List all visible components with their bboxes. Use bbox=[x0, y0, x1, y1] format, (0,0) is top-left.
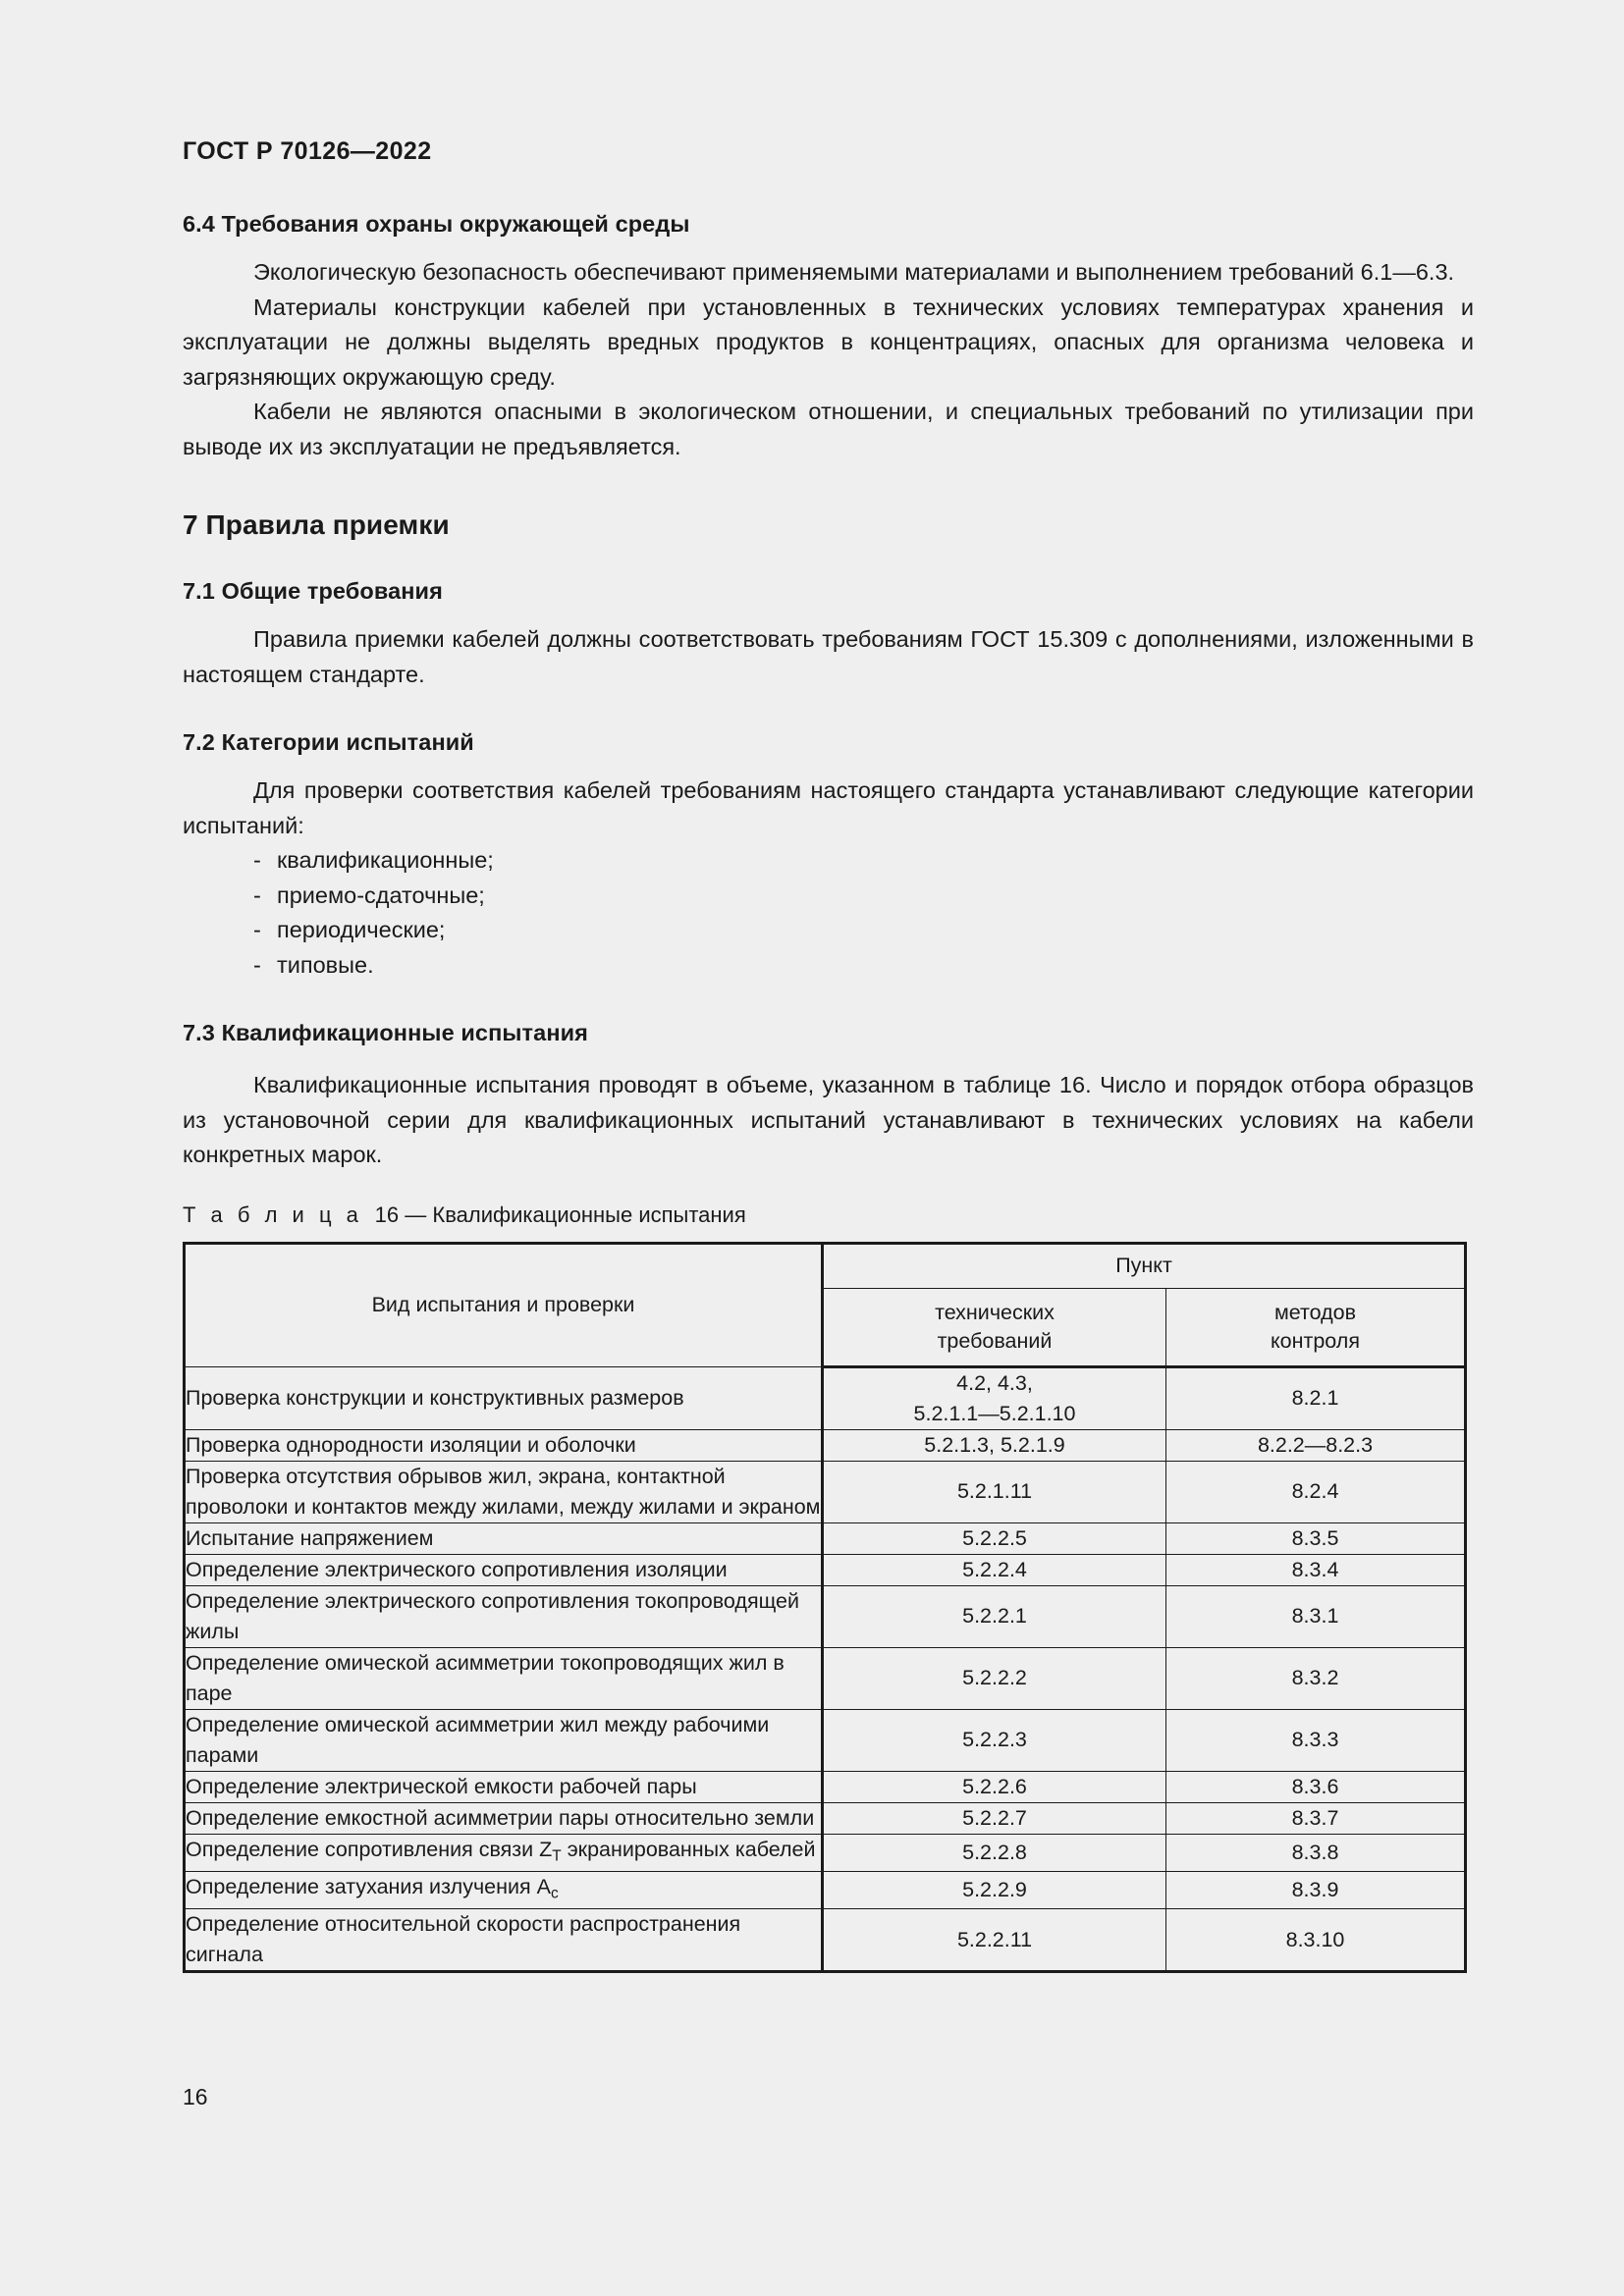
heading-6-4: 6.4 Требования охраны окружающей среды bbox=[183, 211, 690, 237]
dash-marker: - bbox=[253, 917, 261, 942]
test-name-prefix: Определение затухания излучения A bbox=[186, 1874, 551, 1898]
cell-tech-requirement: 5.2.2.11 bbox=[823, 1909, 1166, 1972]
test-categories-list bbox=[183, 843, 1474, 983]
table-row bbox=[185, 1802, 1466, 1834]
cell-tech-requirement: 5.2.2.7 bbox=[823, 1802, 1166, 1834]
method-line-2: контроля bbox=[1271, 1328, 1360, 1353]
table-caption-title: Квалификационные испытания bbox=[432, 1201, 746, 1227]
dash-marker: - bbox=[253, 881, 261, 908]
table-row bbox=[185, 1647, 1466, 1709]
cell-test-name: Определение электрического сопротивления изоляции bbox=[185, 1554, 823, 1585]
cell-control-method: 8.3.2 bbox=[1166, 1647, 1466, 1709]
cell-test-name: Определение омической асимметрии жил между рабочими парами bbox=[185, 1709, 823, 1771]
table-caption-number: 16 bbox=[374, 1201, 400, 1227]
list-item-label: типовые. bbox=[277, 951, 374, 978]
list-item-label: приемо-сдаточные; bbox=[277, 881, 485, 908]
table-row bbox=[185, 1771, 1466, 1802]
test-name-prefix: Определение сопротивления связи Z bbox=[186, 1837, 553, 1861]
table-caption bbox=[183, 1202, 1474, 1228]
heading-7: 7 Правила приемки bbox=[183, 509, 450, 540]
cell-control-method: 8.3.9 bbox=[1166, 1871, 1466, 1908]
cell-control-method: 8.2.2—8.2.3 bbox=[1166, 1429, 1466, 1461]
cell-test-name: Определение относительной скорости распространения сигнала bbox=[185, 1909, 823, 1972]
table-caption-dash: — bbox=[405, 1201, 427, 1227]
heading-7-1: 7.1 Общие требования bbox=[183, 578, 443, 604]
table-header-row-1 bbox=[185, 1243, 1466, 1288]
heading-7-3: 7.3 Квалификационные испытания bbox=[183, 1020, 588, 1045]
cell-control-method: 8.3.10 bbox=[1166, 1909, 1466, 1972]
cell-control-method: 8.3.3 bbox=[1166, 1709, 1466, 1771]
method-line-1: методов bbox=[1273, 1300, 1357, 1324]
column-header-tech-requirements bbox=[823, 1288, 1166, 1366]
cell-control-method: 8.3.8 bbox=[1166, 1834, 1466, 1871]
cell-test-name: Определение омической асимметрии токопроводящих жил в паре bbox=[185, 1647, 823, 1709]
table-row bbox=[185, 1429, 1466, 1461]
paragraph-6-4-2: Материалы конструкции кабелей при установленных в технических условиях температурах хранения и эксплуатации не должны выделять вредных продуктов в концентрациях, опасных для организма человека и загрязняющих окружающую среду. bbox=[183, 294, 1474, 390]
column-header-kind: Вид испытания и проверки bbox=[185, 1243, 823, 1366]
cell-tech-requirement: 5.2.2.1 bbox=[823, 1585, 1166, 1647]
cell-control-method: 8.3.5 bbox=[1166, 1522, 1466, 1554]
cell-test-name: Испытание напряжением bbox=[185, 1522, 823, 1554]
cell-test-name: Проверка конструкции и конструктивных размеров bbox=[185, 1366, 823, 1429]
list-item bbox=[183, 879, 1474, 914]
heading-7-2: 7.2 Категории испытаний bbox=[183, 729, 474, 755]
document-body bbox=[183, 211, 1474, 1973]
table-row bbox=[185, 1871, 1466, 1908]
list-item bbox=[183, 948, 1474, 984]
column-header-punkt: Пункт bbox=[823, 1243, 1466, 1288]
tech-line-2: требований bbox=[937, 1328, 1053, 1353]
cell-tech-requirement: 5.2.2.3 bbox=[823, 1709, 1166, 1771]
cell-control-method: 8.3.6 bbox=[1166, 1771, 1466, 1802]
test-name-suffix: экранированных кабелей bbox=[561, 1837, 816, 1861]
test-name-subscript: T bbox=[552, 1846, 562, 1864]
cell-tech-requirement: 5.2.2.8 bbox=[823, 1834, 1166, 1871]
paragraph-6-4-3: Кабели не являются опасными в экологическом отношении, и специальных требований по утилизации при выводе их из эксплуатации не предъявляется. bbox=[183, 399, 1474, 459]
cell-test-name: Определение электрической емкости рабочей пары bbox=[185, 1771, 823, 1802]
cell-test-name: Определение электрического сопротивления токопроводящей жилы bbox=[185, 1585, 823, 1647]
paragraph-7-1-1: Правила приемки кабелей должны соответствовать требованиям ГОСТ 15.309 с дополнениями, изложенными в настоящем стандарте. bbox=[183, 626, 1474, 687]
table-row bbox=[185, 1709, 1466, 1771]
table-head bbox=[185, 1243, 1466, 1366]
cell-tech-requirement: 5.2.1.11 bbox=[823, 1461, 1166, 1522]
dash-marker: - bbox=[253, 951, 261, 978]
running-header: ГОСТ Р 70126—2022 bbox=[183, 137, 432, 165]
list-item bbox=[183, 843, 1474, 879]
cell-test-name: Проверка однородности изоляции и оболочки bbox=[185, 1429, 823, 1461]
cell-test-name bbox=[185, 1834, 823, 1871]
cell-tech-requirement: 5.2.2.4 bbox=[823, 1554, 1166, 1585]
cell-test-name bbox=[185, 1871, 823, 1908]
paragraph-6-4-1: Экологическую безопасность обеспечивают применяемыми материалами и выполнением требований 6.1—6.3. bbox=[253, 259, 1455, 285]
cell-control-method: 8.2.4 bbox=[1166, 1461, 1466, 1522]
table-row bbox=[185, 1461, 1466, 1522]
paragraph-7-3-1: Квалификационные испытания проводят в объеме, указанном в таблице 16. Число и порядок отбора образцов из установочной серии для квалификационных испытаний устанавливают в технических условиях на кабели конкретных марок. bbox=[183, 1072, 1474, 1167]
table-row bbox=[185, 1522, 1466, 1554]
cell-control-method: 8.2.1 bbox=[1166, 1366, 1466, 1429]
cell-tech-requirement: 5.2.2.5 bbox=[823, 1522, 1166, 1554]
table-row bbox=[185, 1554, 1466, 1585]
cell-tech-requirement: 5.2.1.3, 5.2.1.9 bbox=[823, 1429, 1166, 1461]
cell-control-method: 8.3.7 bbox=[1166, 1802, 1466, 1834]
table-row bbox=[185, 1909, 1466, 1972]
cell-tech-requirement: 5.2.2.6 bbox=[823, 1771, 1166, 1802]
dash-marker: - bbox=[253, 847, 261, 873]
cell-test-name: Проверка отсутствия обрывов жил, экрана, контактной проволоки и контактов между жилами, между жилами и экраном bbox=[185, 1461, 823, 1522]
cell-control-method: 8.3.4 bbox=[1166, 1554, 1466, 1585]
table-row bbox=[185, 1585, 1466, 1647]
cell-test-name: Определение емкостной асимметрии пары относительно земли bbox=[185, 1802, 823, 1834]
list-item-label: периодические; bbox=[277, 917, 446, 942]
page-number: 16 bbox=[183, 2084, 208, 2109]
table-caption-word: Т а б л и ц а bbox=[183, 1201, 363, 1227]
table-body bbox=[185, 1366, 1466, 1972]
cell-control-method: 8.3.1 bbox=[1166, 1585, 1466, 1647]
test-name-subscript: c bbox=[550, 1885, 559, 1902]
cell-tech-requirement: 5.2.2.9 bbox=[823, 1871, 1166, 1908]
list-item bbox=[183, 913, 1474, 948]
cell-tech-requirement: 5.2.2.2 bbox=[823, 1647, 1166, 1709]
list-item-label: квалификационные; bbox=[277, 847, 494, 873]
cell-tech-requirement bbox=[823, 1366, 1166, 1429]
tech-value-line-2: 5.2.1.1—5.2.1.10 bbox=[913, 1401, 1076, 1425]
tech-line-1: технических bbox=[935, 1300, 1055, 1324]
tech-value-line-1: 4.2, 4.3, bbox=[956, 1370, 1033, 1395]
column-header-control-methods bbox=[1166, 1288, 1466, 1366]
table-row bbox=[185, 1366, 1466, 1429]
table-16-qualification-tests bbox=[183, 1242, 1467, 1974]
paragraph-7-2-1: Для проверки соответствия кабелей требованиям настоящего стандарта устанавливают следующие категории испытаний: bbox=[183, 777, 1474, 838]
table-row bbox=[185, 1834, 1466, 1871]
